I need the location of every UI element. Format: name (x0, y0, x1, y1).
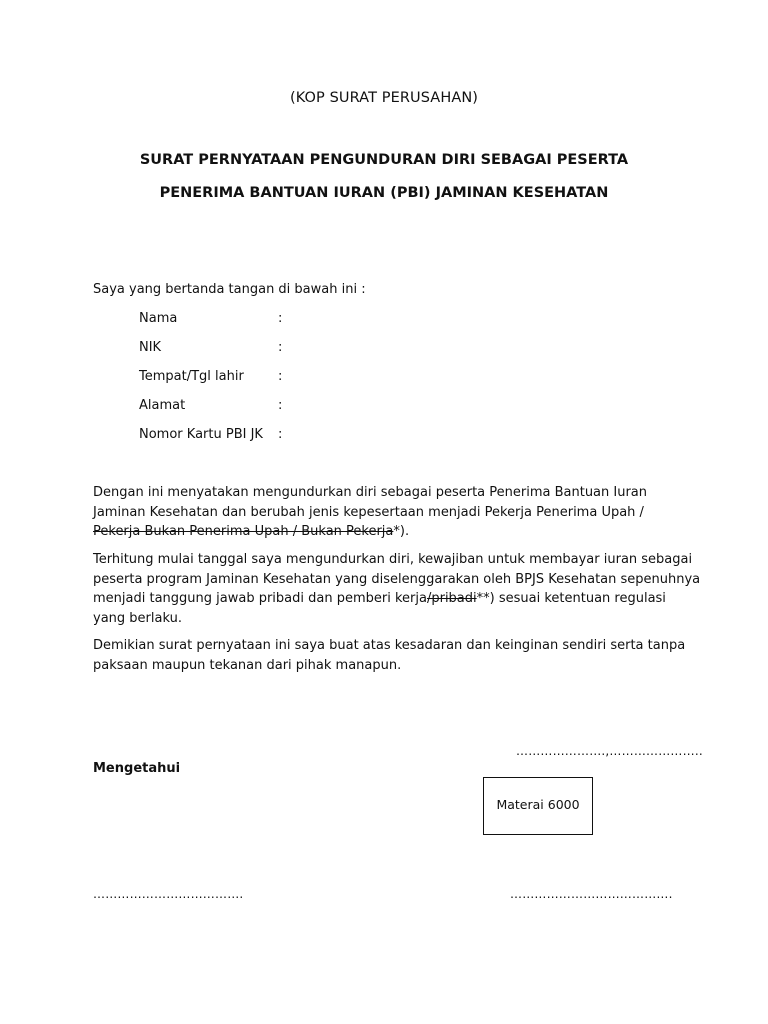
paragraph-line: yang berlaku. (93, 610, 182, 626)
paragraph-line: Dengan ini menyatakan mengundurkan diri sebagai peserta Penerima Bantuan Iuran (93, 485, 648, 500)
field-label: Alamat (139, 398, 186, 413)
field-label: Nomor Kartu PBI JK (139, 427, 263, 442)
field-label: NIK (139, 340, 162, 355)
struck-text: Pekerja Bukan Penerima Upah / Bukan Pekerja (93, 524, 394, 539)
struck-text: /pribadi (426, 591, 477, 606)
field-row-nik (139, 340, 282, 355)
field-colon: : (278, 311, 283, 326)
paragraph-line: Jaminan Kesehatan dan berubah jenis kepesertaan menjadi Pekerja Penerima Upah / (93, 504, 644, 520)
paragraph-line: peserta program Jaminan Kesehatan yang diselenggarakan oleh BPJS Kesehatan sepenuhnya (93, 571, 701, 587)
document-title-line-2: PENERIMA BANTUAN IURAN (PBI) JAMINAN KESEHATAN (159, 185, 609, 201)
field-colon: : (278, 398, 283, 413)
field-row-nomor-kartu (139, 427, 282, 442)
field-label: Nama (139, 311, 178, 326)
paragraph-line: paksaan maupun tekanan dari pihak manapun. (93, 657, 402, 673)
field-row-alamat (139, 398, 282, 413)
letterhead-placeholder: (KOP SURAT PERUSAHAN) (289, 90, 479, 106)
stamp-duty-label: Materai 6000 (496, 797, 580, 812)
intro-text: Saya yang bertanda tangan di bawah ini : (93, 282, 366, 297)
document-title-line-1: SURAT PERNYATAAN PENGUNDURAN DIRI SEBAGAI PESERTA (139, 152, 629, 168)
paragraph-text: menjadi tanggung jawab pribadi dan pemberi kerja (93, 591, 427, 606)
paragraph-line (93, 522, 683, 542)
paragraph-text: **) sesuai ketentuan regulasi (476, 591, 666, 606)
field-colon: : (278, 340, 283, 355)
footnote-marker: *). (393, 524, 410, 539)
paragraph-obligation (93, 550, 701, 628)
paragraph-line (93, 589, 683, 609)
paragraph-closing (93, 636, 686, 675)
place-date-placeholder: ………………….,………………….. (516, 744, 703, 758)
field-row-tempat-tgl-lahir (139, 369, 282, 384)
signature-line-right: …………………………………. (510, 887, 673, 901)
signature-line-left: ………………………………. (93, 887, 244, 901)
field-row-nama (139, 311, 282, 326)
field-colon: : (278, 369, 283, 384)
field-colon: : (278, 427, 283, 442)
field-label: Tempat/Tgl lahir (139, 369, 244, 384)
paragraph-line: Terhitung mulai tanggal saya mengundurkan diri, kewajiban untuk membayar iuran sebagai (93, 552, 693, 567)
paragraph-statement (93, 483, 683, 542)
paragraph-line: Demikian surat pernyataan ini saya buat atas kesadaran dan keinginan sendiri serta tanpa (93, 638, 686, 653)
acknowledged-label: Mengetahui (93, 761, 181, 776)
stamp-duty-box (483, 777, 593, 835)
